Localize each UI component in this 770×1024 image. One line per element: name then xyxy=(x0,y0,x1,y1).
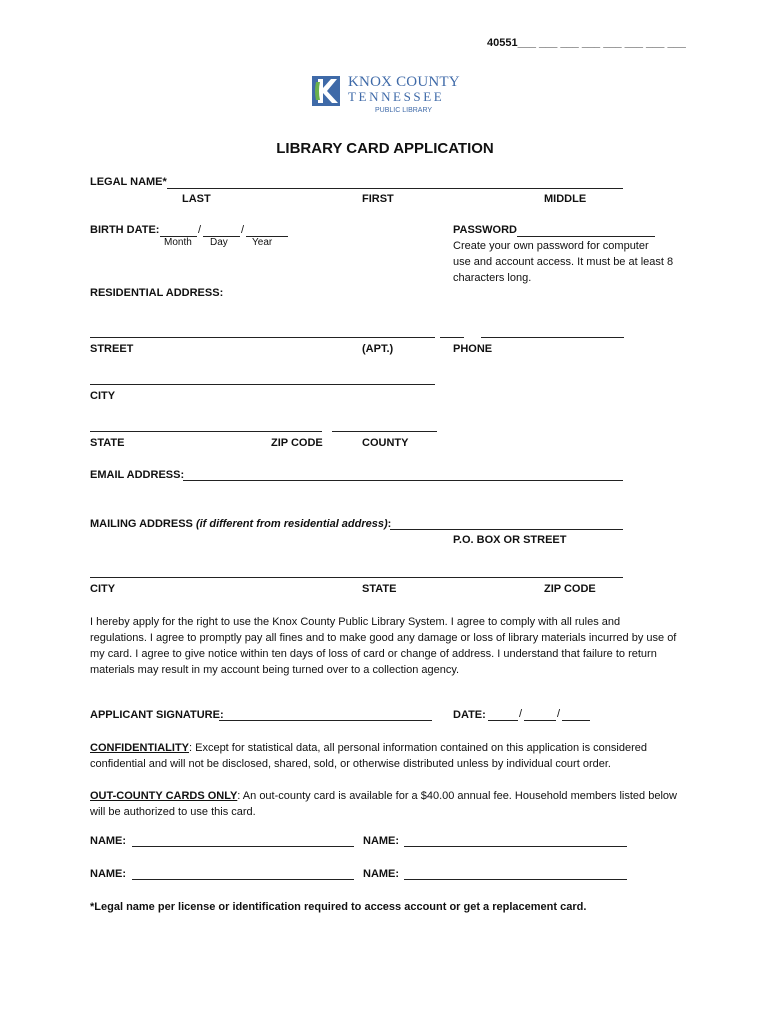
password-help-3: characters long. xyxy=(453,272,532,284)
mailing-label-colon: : xyxy=(387,518,392,530)
date-label: DATE: xyxy=(453,709,486,721)
state-zip-field[interactable] xyxy=(90,431,322,432)
signature-field[interactable] xyxy=(219,720,432,721)
household-name-4-field[interactable] xyxy=(404,879,627,880)
day-caption: Day xyxy=(210,237,228,248)
phone-caption: PHONE xyxy=(453,343,493,355)
signature-label: APPLICANT SIGNATURE: xyxy=(90,709,224,721)
county-field[interactable] xyxy=(332,431,437,432)
zip-caption: ZIP CODE xyxy=(271,437,323,449)
mailing-label-text: MAILING ADDRESS xyxy=(90,518,193,530)
household-name-4-label: NAME: xyxy=(363,868,400,880)
year-caption: Year xyxy=(252,237,273,248)
household-name-1-field[interactable] xyxy=(132,846,354,847)
password-help-1: Create your own password for computer xyxy=(453,240,649,252)
date-slash-1: / xyxy=(519,708,523,720)
form-number-blanks: ___ ___ ___ ___ ___ ___ ___ ___ xyxy=(517,37,686,49)
middle-name-caption: MIDDLE xyxy=(544,193,587,205)
confidentiality-text xyxy=(90,740,680,772)
password-help-2: use and account access. It must be at least 8 xyxy=(453,256,674,268)
password-label: PASSWORD xyxy=(453,224,517,236)
residential-address-label: RESIDENTIAL ADDRESS: xyxy=(90,287,224,299)
first-name-caption: FIRST xyxy=(362,193,394,205)
birth-date-label: BIRTH DATE: xyxy=(90,224,160,236)
mailing-po-box-field[interactable] xyxy=(390,529,623,530)
legal-name-label: LEGAL NAME* xyxy=(90,176,167,188)
street-field[interactable] xyxy=(90,337,435,338)
phone-field[interactable] xyxy=(481,337,624,338)
birth-date-slash-2: / xyxy=(241,224,245,236)
email-label: EMAIL ADDRESS: xyxy=(90,469,185,481)
date-month-field[interactable] xyxy=(488,720,518,721)
knox-county-logo-icon xyxy=(312,76,340,106)
household-name-2-label: NAME: xyxy=(363,835,400,847)
agreement-text: I hereby apply for the right to use the Knox County Public Library System. I agree to comply with all rules and regulations. I agree to promptly pay all fines and to make good any damage or loss of library materials incurred by use of my card. I agree to give notice within ten days of loss of card or change of address. I understand that failure to return materials may result in my account being turned over to a collection agency. xyxy=(90,616,677,676)
date-slash-2: / xyxy=(557,708,561,720)
mailing-zip-caption: ZIP CODE xyxy=(544,583,596,595)
logo-line1: KNOX COUNTY xyxy=(348,74,460,90)
form-number xyxy=(487,37,686,49)
out-county-body: : An out-county card is available for a $40.00 annual fee. Household members listed below will be authorized to use this card. xyxy=(90,790,677,818)
date-year-field[interactable] xyxy=(562,720,590,721)
household-name-3-label: NAME: xyxy=(90,868,127,880)
form-title: LIBRARY CARD APPLICATION xyxy=(276,140,494,157)
city-caption: CITY xyxy=(90,390,116,402)
email-field[interactable] xyxy=(183,480,623,481)
apt-caption: (APT.) xyxy=(362,343,394,355)
mailing-state-caption: STATE xyxy=(362,583,397,595)
library-logo xyxy=(312,74,462,120)
street-caption: STREET xyxy=(90,343,134,355)
confidentiality-body: : Except for statistical data, all personal information contained on this application is considered confidential and will not be disclosed, shared, sold, or otherwise distributed unless by individual court order. xyxy=(90,742,647,770)
out-county-text xyxy=(90,788,680,820)
household-name-3-field[interactable] xyxy=(132,879,354,880)
password-field[interactable] xyxy=(517,236,655,237)
mailing-label-italic: (if different from residential address) xyxy=(195,518,388,530)
mailing-city-state-zip-field[interactable] xyxy=(90,577,623,578)
last-name-caption: LAST xyxy=(182,193,211,205)
logo-line3: PUBLIC LIBRARY xyxy=(375,107,433,114)
apt-field[interactable] xyxy=(440,337,464,338)
po-box-caption: P.O. BOX OR STREET xyxy=(453,534,567,546)
confidentiality-heading: CONFIDENTIALITY xyxy=(90,742,189,754)
date-day-field[interactable] xyxy=(524,720,556,721)
logo-line2: TENNESSEE xyxy=(348,89,445,104)
out-county-heading: OUT-COUNTY CARDS ONLY xyxy=(90,790,238,802)
household-name-2-field[interactable] xyxy=(404,846,627,847)
household-name-1-label: NAME: xyxy=(90,835,127,847)
month-caption: Month xyxy=(164,237,192,248)
form-number-value: 40551 xyxy=(487,37,518,49)
mailing-city-caption: CITY xyxy=(90,583,116,595)
county-caption: COUNTY xyxy=(362,437,409,449)
birth-date-slash-1: / xyxy=(198,224,202,236)
footnote: *Legal name per license or identification required to access account or get a replacement card. xyxy=(90,901,587,913)
mailing-address-label xyxy=(90,518,391,530)
legal-name-field[interactable] xyxy=(167,188,623,189)
state-caption: STATE xyxy=(90,437,125,449)
city-field[interactable] xyxy=(90,384,435,385)
